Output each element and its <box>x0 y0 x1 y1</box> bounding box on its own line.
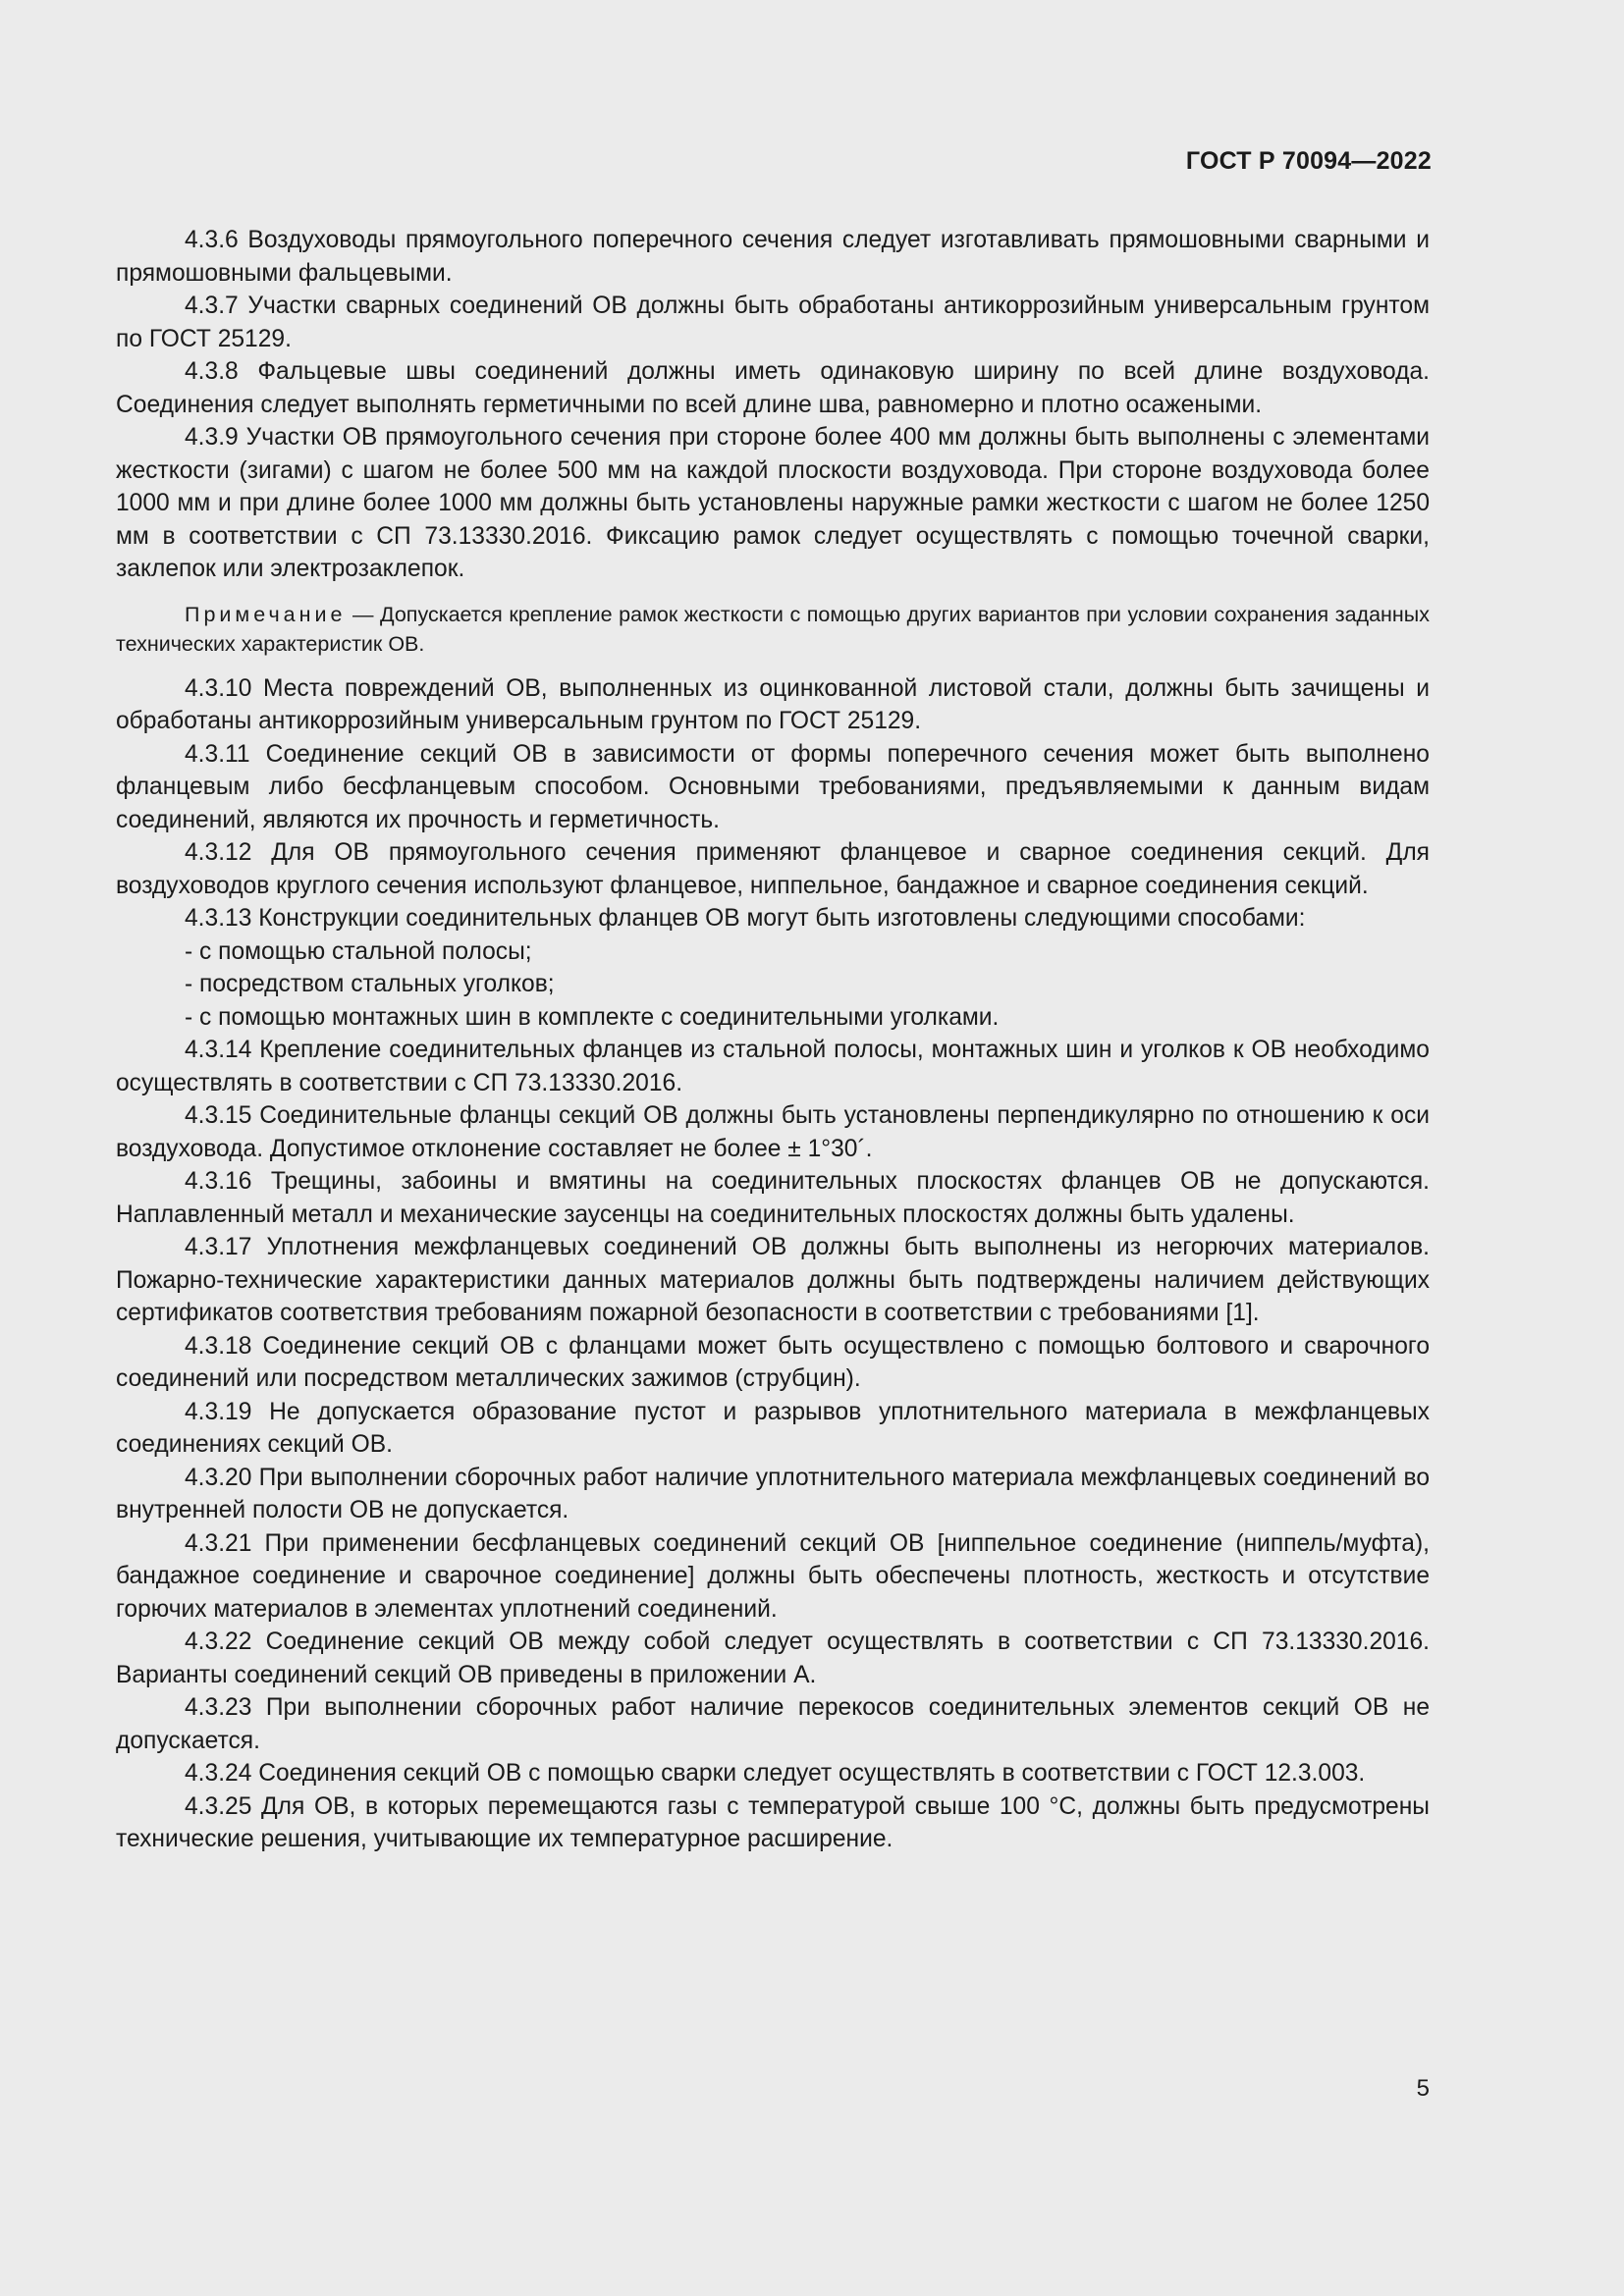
paragraph-4-3-14: 4.3.14 Крепление соединительных фланцев из стальной полосы, монтажных шин и уголков к ОВ необходимо осуществлять в соответствии с СП 73.13330.2016. <box>116 1037 1430 1096</box>
paragraph-4-3-21: 4.3.21 При применении бесфланцевых соединений секций ОВ [ниппельное соединение (ниппель/муфта), бандажное соединение и сварочное соединение] должны быть обеспечены плотность, жесткость и отсутствие горючих материалов в элементах уплотнений соединений. <box>116 1529 1430 1623</box>
list-item: - с помощью стальной полосы; <box>185 937 532 965</box>
paragraph-4-3-6: 4.3.6 Воздуховоды прямоугольного поперечного сечения следует изготавливать прямошовными сварными и прямошовными фальцевыми. <box>116 227 1430 287</box>
paragraph-4-3-12: 4.3.12 Для ОВ прямоугольного сечения применяют фланцевое и сварное соединения секций. Для воздуховодов круглого сечения используют фланцевое, ниппельное, бандажное и сварное соединения секций. <box>116 839 1430 899</box>
document-id-header: ГОСТ Р 70094—2022 <box>1185 147 1432 175</box>
paragraph-4-3-22: 4.3.22 Соединение секций ОВ между собой следует осуществлять в соответствии с СП 73.13330.2016. Варианты соединений секций ОВ приведены в приложении А. <box>116 1629 1430 1688</box>
paragraph-4-3-16: 4.3.16 Трещины, забоины и вмятины на соединительных плоскостях фланцев ОВ не допускаются. Наплавленный металл и механические заусенцы на соединительных плоскостях должны быть удалены. <box>116 1168 1430 1228</box>
note <box>116 600 1430 659</box>
paragraph-4-3-8: 4.3.8 Фальцевые швы соединений должны иметь одинаковую ширину по всей длине воздуховода. Соединения следует выполнять герметичными по всей длине шва, равномерно и плотно осажеными. <box>116 358 1430 418</box>
paragraph-4-3-25: 4.3.25 Для ОВ, в которых перемещаются газы с температурой свыше 100 °С, должны быть предусмотрены технические решения, учитывающие их температурное расширение. <box>116 1792 1430 1852</box>
paragraph-4-3-20: 4.3.20 При выполнении сборочных работ наличие уплотнительного материала межфланцевых соединений во внутренней полости ОВ не допускается. <box>116 1464 1430 1523</box>
paragraph-4-3-24: 4.3.24 Соединения секций ОВ с помощью сварки следует осуществлять в соответствии с ГОСТ 12.3.003. <box>185 1760 1366 1787</box>
paragraph-4-3-23: 4.3.23 При выполнении сборочных работ наличие перекосов соединительных элементов секций ОВ не допускается. <box>116 1694 1430 1754</box>
page-number: 5 <box>1416 2075 1430 2102</box>
paragraph-4-3-11: 4.3.11 Соединение секций ОВ в зависимости от формы поперечного сечения может быть выполнено фланцевым либо бесфланцевым способом. Основными требованиями, предъявляемыми к данным видам соединений, являются их прочность и герметичность. <box>116 740 1430 833</box>
paragraph-4-3-9: 4.3.9 Участки ОВ прямоугольного сечения при стороне более 400 мм должны быть выполнены с элементами жесткости (зигами) с шагом не более 500 мм на каждой плоскости воздуховода. При стороне воздуховода более 1000 мм и при длине более 1000 мм должны быть установлены наружные рамки жесткости с шагом не более 1250 мм в соответствии с СП 73.13330.2016. Фиксацию рамок следует осуществлять с помощью точечной сварки, заклепок или электрозаклепок. <box>116 424 1430 582</box>
note-label: Примечание <box>185 602 347 626</box>
document-body <box>116 224 1430 1856</box>
list-item: - посредством стальных уголков; <box>185 971 555 997</box>
paragraph-4-3-18: 4.3.18 Соединение секций ОВ с фланцами может быть осуществлено с помощью болтового и сварочного соединений или посредством металлических зажимов (струбцин). <box>116 1332 1430 1392</box>
paragraph-4-3-17: 4.3.17 Уплотнения межфланцевых соединений ОВ должны быть выполнены из негорючих материалов. Пожарно-технические характеристики данных материалов должны быть подтверждены наличием действующих сертификатов соответствия требованиям пожарной безопасности в соответствии с требованиями [1]. <box>116 1234 1430 1326</box>
note-text: — Допускается крепление рамок жесткости с помощью других вариантов при условии сохранения заданных технических характеристик ОВ. <box>116 602 1430 656</box>
paragraph-4-3-19: 4.3.19 Не допускается образование пустот и разрывов уплотнительного материала в межфланцевых соединениях секций ОВ. <box>116 1398 1430 1458</box>
list-item: - с помощью монтажных шин в комплекте с соединительными уголками. <box>185 1003 1000 1031</box>
paragraph-4-3-7: 4.3.7 Участки сварных соединений ОВ должны быть обработаны антикоррозийным универсальным грунтом по ГОСТ 25129. <box>116 293 1430 352</box>
paragraph-4-3-13: 4.3.13 Конструкции соединительных фланцев ОВ могут быть изготовлены следующими способами: <box>185 905 1306 932</box>
paragraph-4-3-15: 4.3.15 Соединительные фланцы секций ОВ должны быть установлены перпендикулярно по отношению к оси воздуховода. Допустимое отклонение составляет не более ± 1°30´. <box>116 1102 1430 1162</box>
paragraph-4-3-10: 4.3.10 Места повреждений ОВ, выполненных из оцинкованной листовой стали, должны быть зачищены и обработаны антикоррозийным универсальным грунтом по ГОСТ 25129. <box>116 674 1430 734</box>
